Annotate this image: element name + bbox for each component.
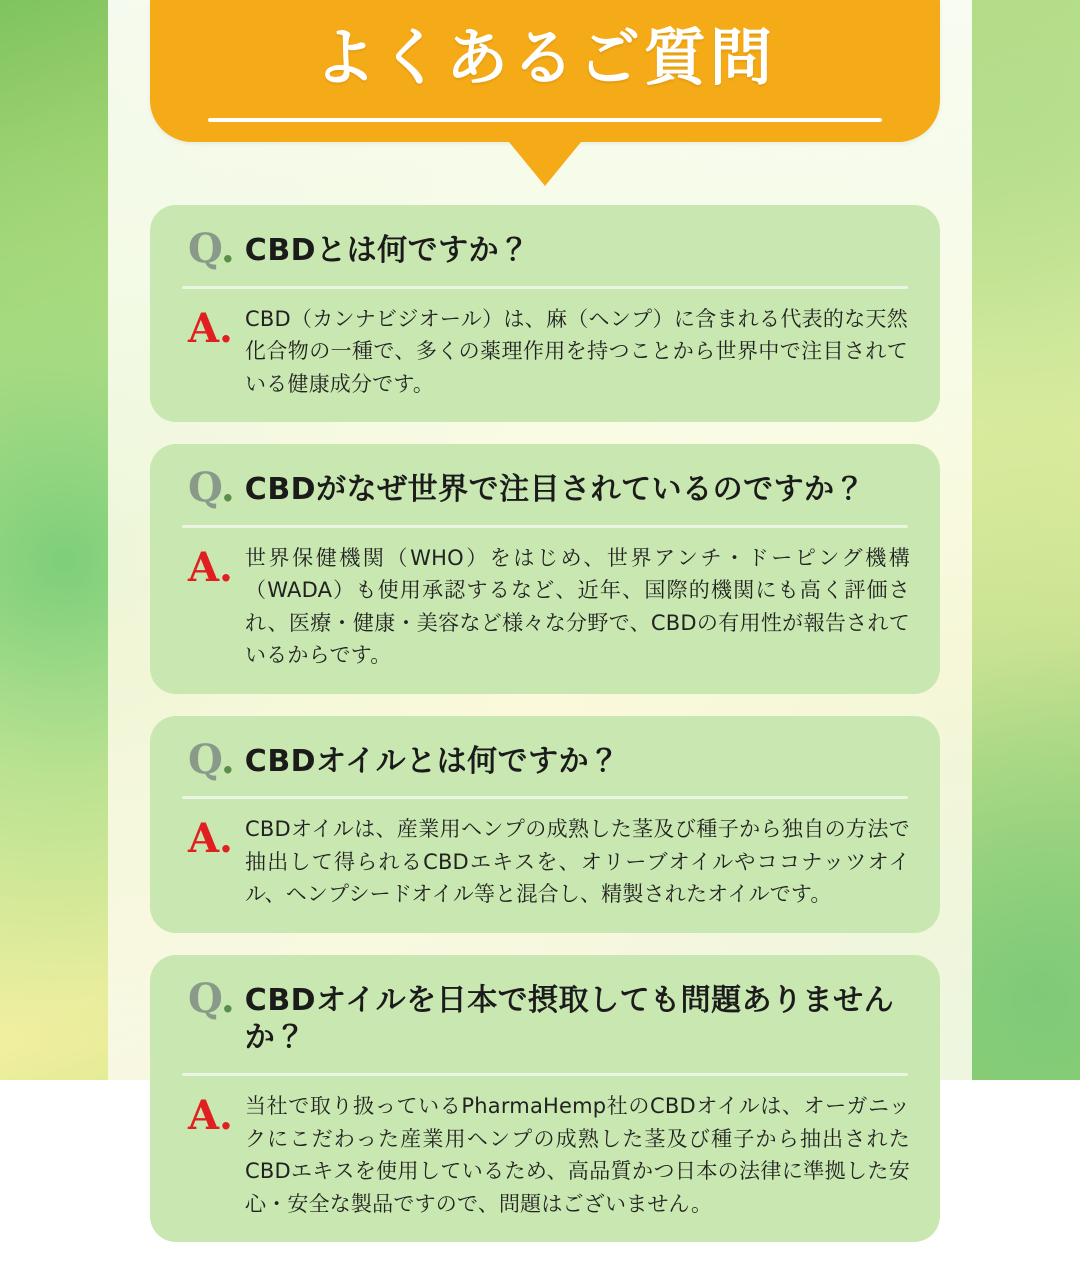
faq-list: [150, 205, 940, 1264]
faq-answer-text: 世界保健機関（WHO）をはじめ、世界アンチ・ドーピング機構（WADA）も使用承認するなど、近年、国際的機関にも高く評価され、医療・健康・美容など様々な分野で、CBDの有用性が報告されているからです。: [244, 545, 910, 668]
question-mark-icon: Q.: [188, 735, 235, 783]
faq-divider: [182, 796, 908, 799]
faq-divider: [182, 1073, 908, 1076]
faq-item[interactable]: [150, 955, 940, 1242]
faq-question-text: CBDがなぜ世界で注目されているのですか？: [244, 472, 866, 508]
answer-mark-icon: A.: [188, 304, 233, 352]
faq-item[interactable]: [150, 205, 940, 422]
faq-question-text: CBDオイルとは何ですか？: [244, 743, 620, 779]
question-mark-icon: Q.: [188, 974, 235, 1022]
faq-question-row: [176, 973, 914, 1071]
banner-arrow-icon: [509, 142, 581, 186]
answer-mark-icon: A.: [188, 543, 233, 591]
faq-answer-text: CBD（カンナビジオール）は、麻（ヘンプ）に含まれる代表的な天然化合物の一種で、多くの薬理作用を持つことから世界中で注目されている健康成分です。: [244, 306, 908, 396]
answer-mark-icon: A.: [188, 815, 233, 863]
question-mark-icon: Q.: [188, 225, 235, 272]
faq-question-row: [176, 462, 914, 523]
faq-answer-row: [176, 303, 914, 401]
answer-mark-icon: A.: [188, 1091, 233, 1139]
header-banner: [150, 0, 940, 142]
banner-body: [150, 0, 940, 142]
faq-answer-text: 当社で取り扱っているPharmaHemp社のCBDオイルは、オーガニックにこだわった産業用ヘンプの成熟した茎及び種子から抽出されたCBDエキスを使用しているため、高品質かつ日本の法律に準拠した安心・安全な製品ですので、問題はございません。: [244, 1093, 910, 1216]
faq-question-text: CBDとは何ですか？: [244, 233, 530, 268]
question-mark-icon: Q.: [188, 464, 235, 512]
faq-answer-row: [176, 542, 914, 672]
faq-divider: [182, 286, 908, 289]
faq-question-row: [176, 734, 914, 795]
faq-question-row: [176, 223, 914, 284]
faq-question-text: CBDオイルを日本で摂取しても問題ありませんか？: [244, 982, 895, 1056]
faq-item[interactable]: [150, 444, 940, 694]
faq-answer-text: CBDオイルは、産業用ヘンプの成熟した茎及び種子から独自の方法で抽出して得られるCBDエキスを、オリーブオイルやココナッツオイル、ヘンプシードオイル等と混合し、精製されたオイルです。: [244, 817, 910, 907]
page-title: よくあるご質問: [313, 21, 776, 94]
faq-answer-row: [176, 1090, 914, 1220]
faq-answer-row: [176, 813, 914, 911]
banner-underline: [208, 118, 882, 122]
faq-divider: [182, 525, 908, 528]
faq-item[interactable]: [150, 716, 940, 933]
